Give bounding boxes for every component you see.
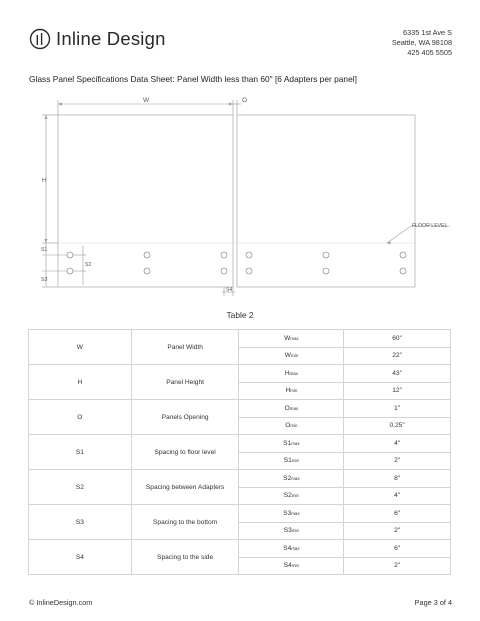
copyright-link[interactable]: © InlineDesign.com — [29, 598, 93, 607]
adapter-hole — [246, 268, 252, 274]
spec-min-label: S3min — [239, 522, 344, 540]
spec-min-label: S2min — [239, 487, 344, 505]
spec-symbol: S1 — [29, 435, 132, 470]
adapter-hole — [246, 252, 252, 258]
spec-min-value: 22" — [344, 347, 451, 365]
table-row — [29, 435, 451, 453]
adapter-hole — [323, 268, 329, 274]
dim-label-s2: S2 — [85, 262, 92, 268]
spec-min-label: Wmin — [239, 347, 344, 365]
spec-min-value: 2" — [344, 557, 451, 575]
spec-max-label: S2max — [239, 470, 344, 488]
spec-name: Panel Height — [131, 365, 239, 400]
dim-label-w: W — [143, 97, 150, 104]
spec-min-label: Omin — [239, 417, 344, 435]
spec-max-value: 4" — [344, 435, 451, 453]
adapter-hole — [144, 268, 150, 274]
spec-min-value: 0.25" — [344, 417, 451, 435]
adapter-hole — [221, 268, 227, 274]
spec-min-value: 2" — [344, 452, 451, 470]
adapter-hole — [67, 252, 73, 258]
table-row — [29, 505, 451, 523]
address-line: 6335 1st Ave S — [403, 28, 452, 37]
spec-symbol: O — [29, 400, 132, 435]
adapter-hole — [323, 252, 329, 258]
adapter-hole — [221, 252, 227, 258]
address-line: Seattle, WA 98108 — [391, 38, 452, 48]
spec-symbol: W — [29, 330, 132, 365]
table-row — [29, 330, 451, 348]
spec-max-value: 8" — [344, 470, 451, 488]
spec-min-value: 12" — [344, 382, 451, 400]
spec-max-label: S3max — [239, 505, 344, 523]
spec-min-label: Hmin — [239, 382, 344, 400]
spec-name: Spacing between Adapters — [131, 470, 239, 505]
brand-name: Inline Design — [56, 28, 166, 49]
spec-max-value: 6" — [344, 540, 451, 558]
table-row — [29, 365, 451, 383]
table-row — [29, 400, 451, 418]
phone-number: 425 405 5505 — [407, 48, 452, 58]
page-number: Page 3 of 4 — [414, 598, 452, 607]
spec-min-label: S1min — [239, 452, 344, 470]
adapter-hole — [400, 268, 406, 274]
spec-min-value: 4" — [344, 487, 451, 505]
adapter-hole — [400, 252, 406, 258]
spec-name: Spacing to the side — [131, 540, 239, 575]
spec-min-label: S4min — [239, 557, 344, 575]
spec-table — [28, 329, 451, 575]
dim-label-h: H — [42, 177, 47, 184]
spec-symbol: H — [29, 365, 132, 400]
spec-name: Spacing to the bottom — [131, 505, 239, 540]
table-row — [29, 470, 451, 488]
page-title: Glass Panel Specifications Data Sheet: Panel Width less than 60" [6 Adapters per panel] — [29, 74, 357, 84]
dim-label-s4: S4 — [226, 287, 233, 293]
spec-max-label: S1max — [239, 435, 344, 453]
spec-symbol: S2 — [29, 470, 132, 505]
table-caption: Table 2 — [226, 310, 254, 320]
right-glass-panel — [237, 115, 415, 287]
spec-max-label: Omax — [239, 400, 344, 418]
spec-symbol: S4 — [29, 540, 132, 575]
spec-max-label: Hmax — [239, 365, 344, 383]
dim-label-s3: S3 — [41, 277, 48, 283]
dim-label-s1: S1 — [41, 247, 48, 253]
spec-max-label: S4max — [239, 540, 344, 558]
adapter-hole — [67, 268, 73, 274]
dim-label-o: O — [242, 97, 248, 104]
spec-name: Panels Opening — [131, 400, 239, 435]
adapter-hole — [144, 252, 150, 258]
spec-max-value: 6" — [344, 505, 451, 523]
spec-name: Panel Width — [131, 330, 239, 365]
spec-min-value: 2" — [344, 522, 451, 540]
spec-max-label: Wmax — [239, 330, 344, 348]
panel-diagram — [0, 0, 480, 310]
spec-name: Spacing to floor level — [131, 435, 239, 470]
spec-max-value: 43" — [344, 365, 451, 383]
spec-max-value: 60" — [344, 330, 451, 348]
table-row — [29, 540, 451, 558]
spec-symbol: S3 — [29, 505, 132, 540]
floor-level-label: FLOOR LEVEL — [412, 223, 448, 229]
spec-max-value: 1" — [344, 400, 451, 418]
